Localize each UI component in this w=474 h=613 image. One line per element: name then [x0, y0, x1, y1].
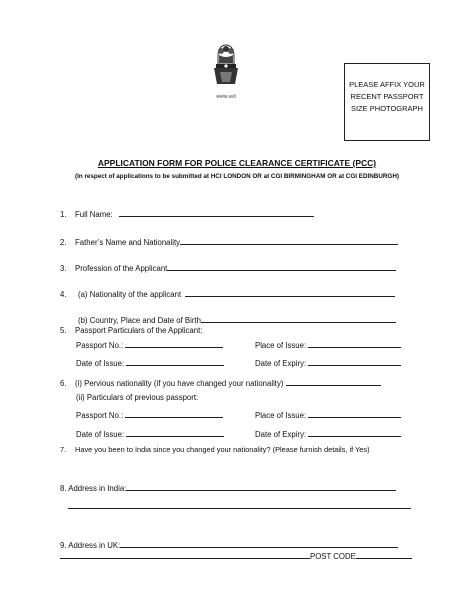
question-6-row: [60, 377, 381, 389]
date-of-expiry-row: [255, 357, 401, 369]
previous-nationality-label: (i) Pervious nationality (if you have changed your nationality): [75, 379, 284, 388]
question-number: 1.: [60, 210, 67, 219]
date-of-expiry-field[interactable]: [308, 357, 401, 366]
emblem-icon: [206, 42, 246, 94]
question-number: 4.: [60, 290, 67, 299]
passport-no-field[interactable]: [125, 339, 223, 348]
passport-particulars-label: Passport Particulars of the Applicant:: [75, 326, 203, 335]
nationality-label: (a) Nationality of the applicant: [78, 290, 182, 299]
national-emblem: [206, 42, 246, 102]
passport-no-row: [76, 339, 223, 351]
question-5-row: [60, 326, 202, 336]
place-of-issue-field[interactable]: [308, 339, 401, 348]
question-4a-row: [60, 288, 395, 300]
prev-date-of-issue-label: Date of Issue:: [76, 430, 125, 439]
post-code-label: POST CODE: [310, 552, 356, 561]
question-number: 5.: [60, 326, 67, 335]
address-india-field[interactable]: [126, 482, 396, 491]
date-of-issue-label: Date of Issue:: [76, 359, 125, 368]
question-1-row: [60, 208, 314, 220]
question-number: 7.: [60, 445, 67, 454]
prev-place-of-issue-field[interactable]: [308, 409, 401, 418]
previous-nationality-field[interactable]: [286, 377, 381, 386]
visited-india-label: Have you been to India since you changed your nationality? (Please furnish details, if Yes): [75, 445, 370, 454]
previous-passport-label: (ii) Particulars of previous passport:: [76, 393, 199, 402]
photo-box-line: SIZE PHOTOGRAPH: [351, 104, 423, 113]
address-uk-label: 9. Address in UK:: [60, 541, 121, 550]
prev-date-of-expiry-label: Date of Expiry:: [255, 430, 307, 439]
photo-placeholder-box: [344, 63, 430, 141]
address-india-field-2[interactable]: [68, 500, 411, 509]
question-number: 2.: [60, 238, 67, 247]
passport-no-label: Passport No.:: [76, 341, 124, 350]
emblem-motto: सत्यमेव जयते: [216, 94, 236, 99]
date-of-issue-field[interactable]: [126, 357, 224, 366]
prev-place-of-issue-label: Place of Issue:: [255, 411, 307, 420]
form-subtitle: (In respect of applications to be submitted at HCI LONDON OR at CGI BIRMINGHAM OR at CGI EDINBURGH): [75, 173, 399, 180]
post-code-field[interactable]: [356, 550, 412, 559]
full-name-field[interactable]: [119, 208, 314, 217]
question-6ii-row: [76, 393, 198, 403]
place-of-issue-row: [255, 339, 401, 351]
prev-passport-no-label: Passport No.:: [76, 411, 124, 420]
fathers-name-field[interactable]: [180, 236, 398, 245]
prev-passport-no-field[interactable]: [125, 409, 223, 418]
address-uk-field-2[interactable]: [60, 550, 310, 559]
photo-box-line: RECENT PASSPORT: [350, 92, 424, 101]
question-number: 6.: [60, 379, 67, 388]
date-of-expiry-label: Date of Expiry:: [255, 359, 307, 368]
address-uk-line-2: [60, 550, 412, 562]
address-uk-field[interactable]: [120, 539, 398, 548]
fathers-name-label: Father’s Name and Nationality: [75, 238, 181, 247]
prev-date-of-expiry-row: [255, 428, 401, 440]
address-india-line-2: [68, 500, 411, 512]
question-number: 3.: [60, 264, 67, 273]
prev-passport-no-row: [76, 409, 223, 421]
question-8-row: [60, 482, 396, 494]
date-of-issue-row: [76, 357, 224, 369]
form-title: APPLICATION FORM FOR POLICE CLEARANCE CERTIFICATE (PCC): [97, 158, 377, 168]
profession-field[interactable]: [167, 262, 396, 271]
place-of-issue-label: Place of Issue:: [255, 341, 307, 350]
profession-label: Profession of the Applicant: [75, 264, 168, 273]
nationality-field[interactable]: [185, 288, 395, 297]
address-india-label: 8. Address in India:: [60, 484, 127, 493]
question-7-row: [60, 445, 370, 455]
question-2-row: [60, 236, 398, 248]
full-name-label: Full Name:: [75, 210, 113, 219]
prev-date-of-issue-row: [76, 428, 224, 440]
photo-box-line: PLEASE AFFIX YOUR: [349, 80, 425, 89]
prev-date-of-expiry-field[interactable]: [308, 428, 401, 437]
birth-details-field[interactable]: [201, 314, 396, 323]
prev-place-of-issue-row: [255, 409, 401, 421]
question-3-row: [60, 262, 396, 274]
question-4b-row: [78, 314, 396, 326]
prev-date-of-issue-field[interactable]: [126, 428, 224, 437]
birth-details-label: (b) Country, Place and Date of Birth: [78, 316, 201, 325]
